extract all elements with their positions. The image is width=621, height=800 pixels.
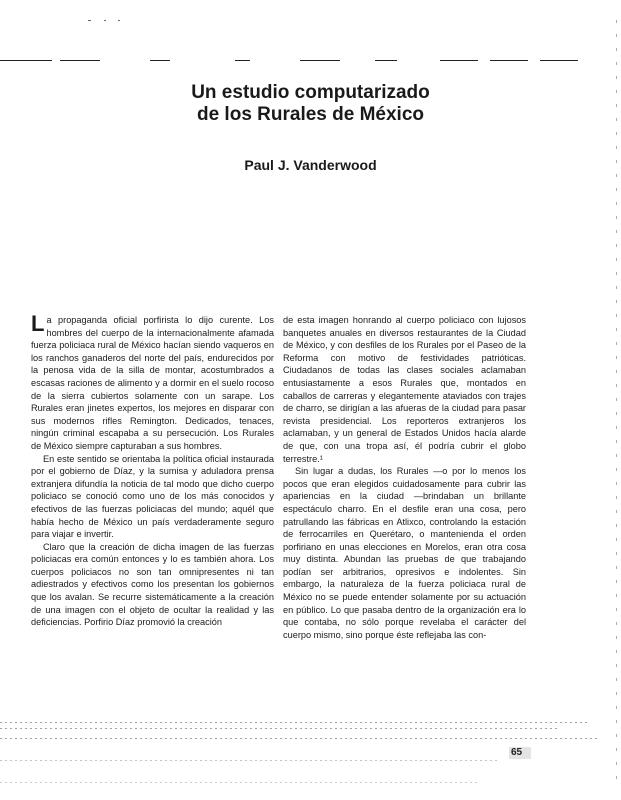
paragraph-text: a propaganda oficial porfirista lo dijo curente. Los hombres del cuerpo de la internacionalmente afamada fuerza policiaca rural de México hacían siendo vaqueros en los ranchos ganaderos del norte del país, endurecidos por la penosa vida de la silla de montar, acostumbrados a escasas raciones de alimento y a dormir en el suelo rocoso de la sierra cubiertos solamente con un sarape. Los Rurales eran jinetes expertos, los mejores en disparar con sus modernos rifles Remington. Dedicados, tenaces, ningún criminal escapaba a su persecución. Los Rurales de México siempre capturaban a sus hombres. [31,315,274,451]
page-number: 65 [511,747,523,758]
header-rule [150,60,170,61]
scan-noise [0,738,600,739]
header-rule [300,60,340,61]
header-rule [440,60,478,61]
paragraph: de esta imagen honrando al cuerpo policiaco con lujosos banquetes anuales en diversos restaurantes de la Ciudad de México, y con desfiles de los Rurales por el Paseo de la Reforma con motivo de festividades patrióticas. Ciudadanos de todas las clases sociales aclamaban entusiastamente a esos Rurales que, montados en caballos de carreras y elegantemente ataviados con trajes de charro, se dirigían a las afueras de la ciudad para pasar revista presidencial. Los reporteros extranjeros los aclamaban, y un general de Estados Unidos hacía alarde de que, con una tropa así, él podría cubrir el globo terrestre.¹ [283,315,526,464]
scan-noise [0,722,590,723]
header-rule [375,60,397,61]
scan-noise [0,728,560,729]
article-title-line-2: de los Rurales de México [196,104,425,125]
paragraph: En este sentido se orientaba la política oficial instaurada por el gobierno de Díaz, y la sumisa y aduladora prensa extranjera difundía la noticia de tal modo que dicho cuerpo policiaco se conoció como uno de los más conocidos y efectivos de las fuerzas policiacas del mundo; aquél que había hecho de México un país verdaderamente seguro para viajar e invertir. [31,453,274,540]
paragraph: Claro que la creación de dicha imagen de las fuerzas policiacas era común entonces y lo es también ahora. Los cuerpos policiacos no son tan omnipresentes ni tan adiestrados y efectivos como los presentan los gobiernos que los avalan. Se recurre sistemáticamente a la creación de una imagen con el objeto de ocultar la realidad y las deficiencias. Porfirio Díaz promovió la creación [31,541,274,628]
scan-speck [118,20,120,21]
scan-speck [88,20,91,21]
scan-noise [0,782,480,783]
body-column-right [283,314,526,641]
scan-edge-noise [616,20,617,780]
article-title [0,82,621,126]
scan-noise [0,760,500,761]
paragraph: Sin lugar a dudas, los Rurales —o por lo menos los pocos que eran elegidos cuidadosamente para cubrir las apariencias en la ciudad —brindaban un brillante espectáculo charro. En el desfile eran una cosa, pero patrullando las fábricas en Atlixco, controlando la estación de ferrocarriles en Querétaro, o mantenienda el orden porfiriano en unas elecciones en Morelos, eran otra cosa muy distinta. Abundan las pruebas de que trabajando podían ser arbitrarios, opresivos e indolentes. Sin embargo, la naturaleza de la fuerza policiaca rural de México no se puede entender solamente por su actuación en público. Lo que pasaba dentro de la organización era lo que contaba, no sólo porque revelaba el carácter del cuerpo mismo, sino porque éste reflejaba las con- [283,466,526,640]
header-rule [0,60,52,61]
drop-cap: L [31,311,45,336]
header-rule [540,60,578,61]
body-column-left [31,311,274,629]
header-rule [490,60,528,61]
paragraph [31,311,274,453]
article-title-line-1: Un estudio computarizado [191,82,430,103]
article-author: Paul J. Vanderwood [244,157,377,173]
header-rule [235,60,250,61]
header-rule [60,60,100,61]
scan-speck [104,20,106,21]
